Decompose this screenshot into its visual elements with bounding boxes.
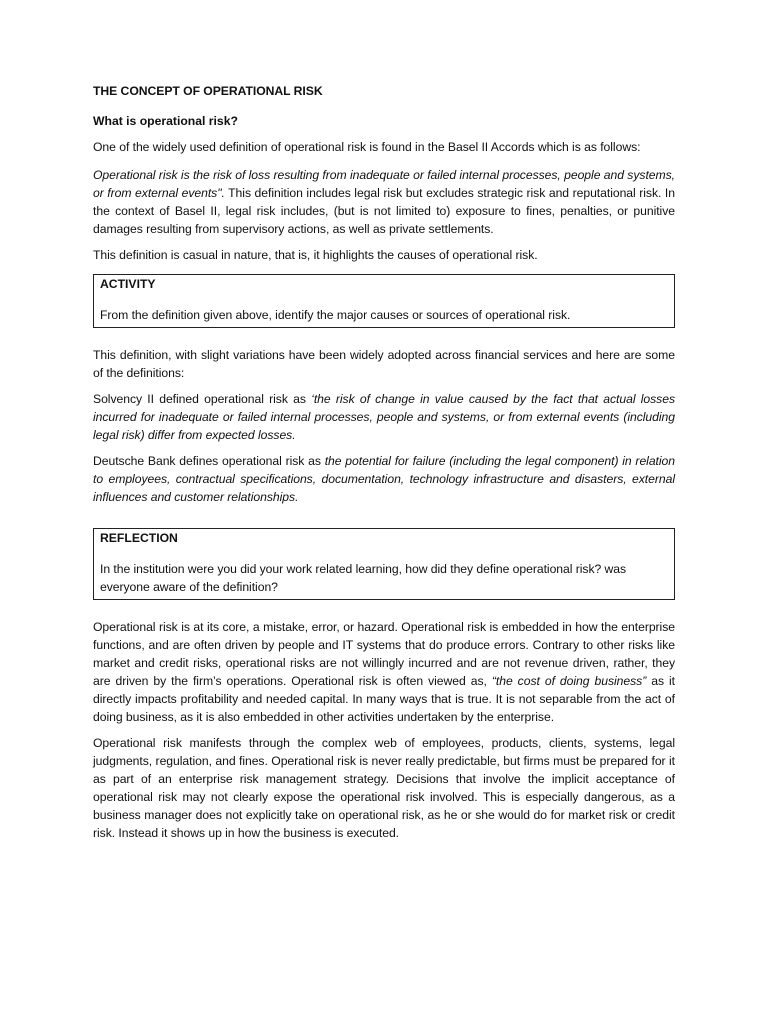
core-text-2: as it directly impacts profitability and needed capital. In many ways that is true. It is not separable from the act of doing business, as it is also embedded in other activities undertaken by the enterprise.	[93, 674, 675, 724]
activity-text: From the definition given above, identify the major causes or sources of operational risk.	[100, 308, 571, 322]
reflection-box	[93, 528, 675, 600]
activity-heading: ACTIVITY	[100, 277, 156, 291]
solvency-italic: ‘the risk of change in value caused by the fact that actual losses incurred for inadequate or failed internal processes, people and systems, or from external events (including legal risk) differ from expected losses.	[93, 392, 675, 442]
reflection-text: In the institution were you did your work related learning, how did they define operational risk? was everyone aware of the definition?	[100, 562, 627, 594]
page-title: THE CONCEPT OF OPERATIONAL RISK	[93, 84, 323, 98]
basel-definition-paragraph	[93, 166, 675, 238]
core-paragraph	[93, 618, 675, 726]
deutsche-paragraph	[93, 452, 675, 506]
basel-definition-italic: Operational risk is the risk of loss resulting from inadequate or failed internal processes, people and systems, or from external events".	[93, 168, 675, 200]
reflection-heading: REFLECTION	[100, 531, 178, 545]
spacer	[93, 514, 675, 526]
section-subtitle: What is operational risk?	[93, 114, 238, 128]
core-italic: “the cost of doing business”	[491, 674, 647, 688]
solvency-prefix: Solvency II defined operational risk as	[93, 392, 312, 406]
solvency-paragraph	[93, 390, 675, 444]
deutsche-prefix: Deutsche Bank defines operational risk as	[93, 454, 325, 468]
core-text-1: Operational risk is at its core, a mistake, error, or hazard. Operational risk is embedded in how the enterprise functions, and are often driven by people and IT systems that do produce errors. Contrary to other risks like market and credit risks, operational risks are not willingly incurred and are not revenue driven, rather, they are driven by the firm’s operations. Operational risk is often viewed as,	[93, 620, 675, 688]
intro-paragraph: One of the widely used definition of operational risk is found in the Basel II Accords which is as follows:	[93, 140, 641, 154]
casual-note-paragraph: This definition is casual in nature, that is, it highlights the causes of operational risk.	[93, 248, 538, 262]
deutsche-italic: the potential for failure (including the legal component) in relation to employees, contractual specifications, documentation, technology infrastructure and disasters, external influences and customer relationships.	[93, 454, 676, 504]
basel-definition-rest: This definition includes legal risk but excludes strategic risk and reputational risk. In the context of Basel II, legal risk includes, (but is not limited to) exposure to fines, penalties, or punitive damages resulting from supervisory actions, as well as private settlements.	[93, 186, 675, 236]
activity-box	[93, 274, 675, 328]
variations-paragraph: This definition, with slight variations have been widely adopted across financial services and here are some of the definitions:	[93, 348, 675, 380]
manifests-paragraph: Operational risk manifests through the complex web of employees, products, clients, systems, legal judgments, regulation, and fines. Operational risk is never really predictable, but firms must be prepared for it as part of an enterprise risk management strategy. Decisions that involve the implicit acceptance of operational risk may not clearly expose the operational risk involved. This is especially dangerous, as a business manager does not explicitly take on operational risk, as he or she would do for market risk or credit risk. Instead it shows up in how the business is executed.	[93, 736, 675, 840]
